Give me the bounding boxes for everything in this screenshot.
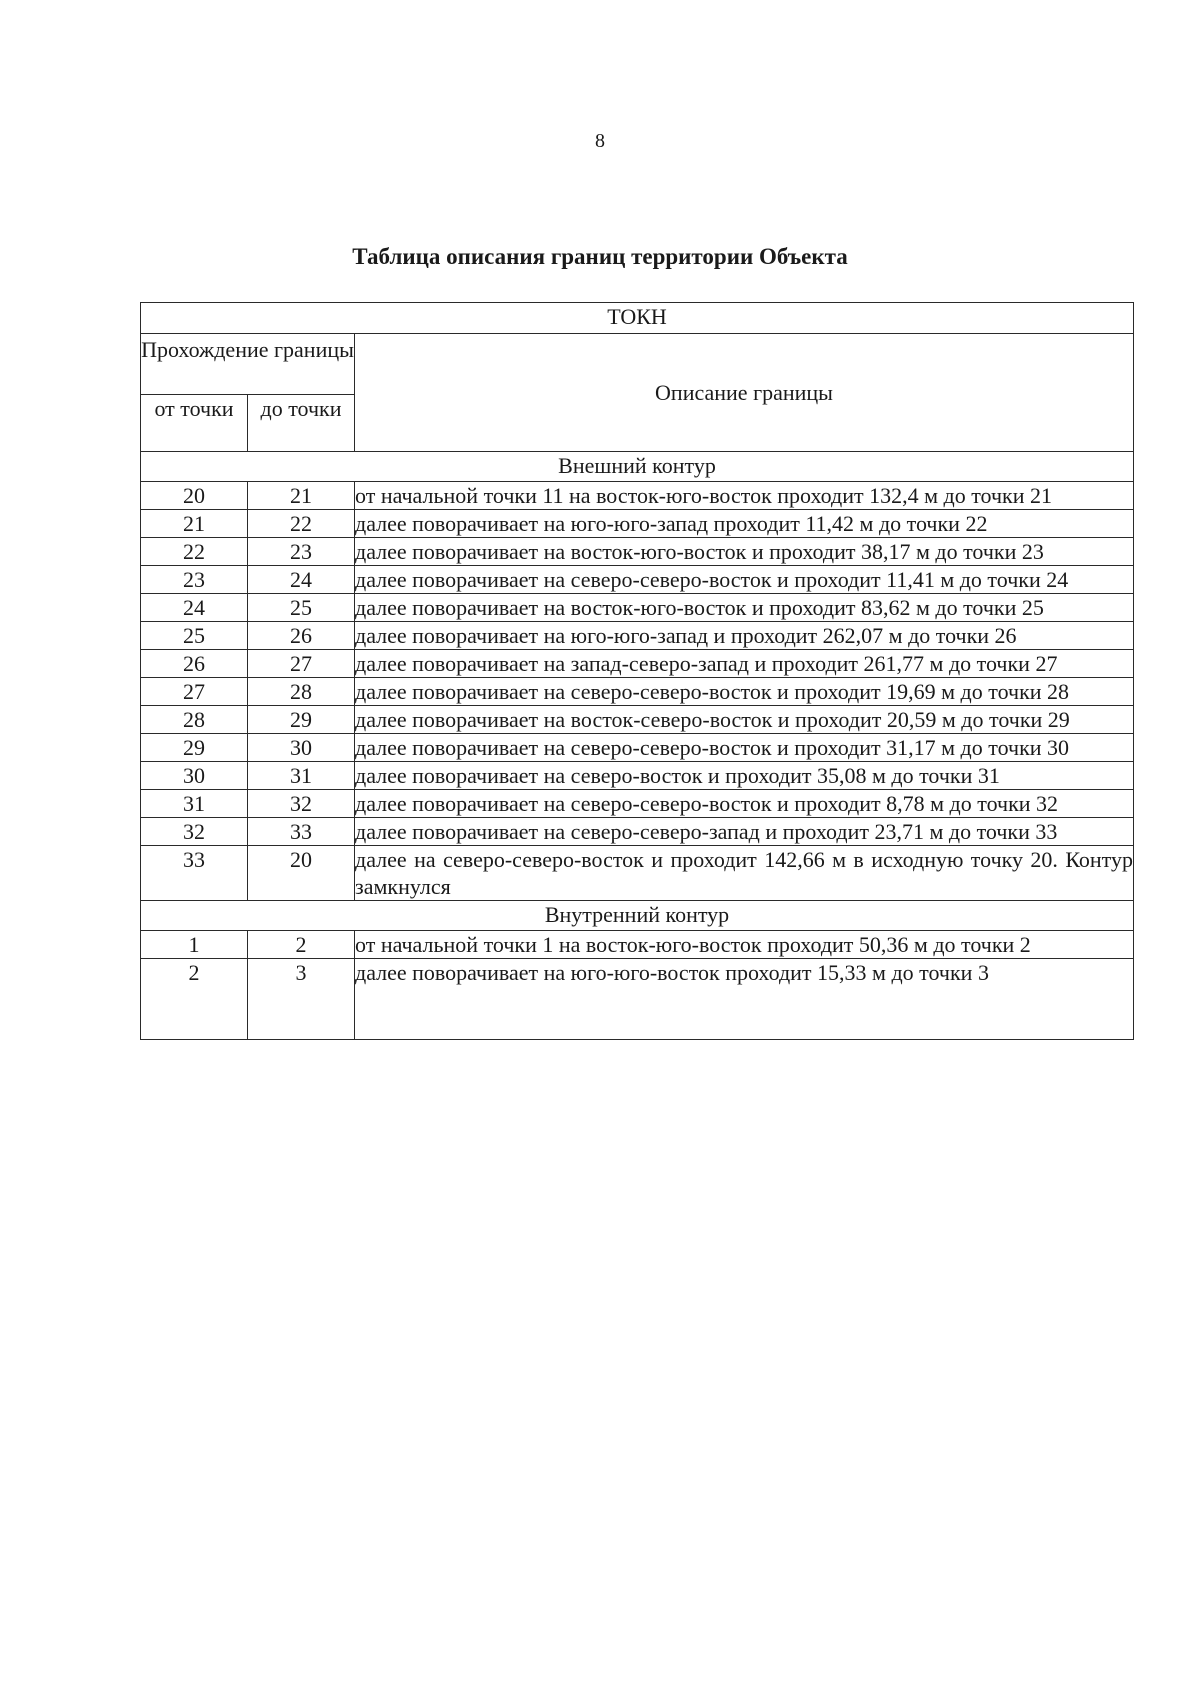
page-number: 8 <box>595 130 605 152</box>
description-cell: далее поворачивает на северо-северо-восток и проходит 19,69 м до точки 28 <box>355 678 1134 706</box>
header-description: Описание границы <box>355 334 1134 452</box>
description-cell: далее поворачивает на восток-юго-восток и проходит 83,62 м до точки 25 <box>355 594 1134 622</box>
description-cell: от начальной точки 11 на восток-юго-восток проходит 132,4 м до точки 21 <box>355 482 1134 510</box>
table-row <box>141 762 1134 790</box>
table-row <box>141 734 1134 762</box>
to-point-cell: 23 <box>248 538 355 566</box>
from-point-cell: 21 <box>141 510 248 538</box>
header-passage: Прохождение границы <box>141 334 355 395</box>
table-row <box>141 818 1134 846</box>
from-point-cell: 33 <box>141 846 248 901</box>
to-point-cell: 33 <box>248 818 355 846</box>
description-cell: далее на северо-северо-восток и проходит 142,66 м в исходную точку 20. Контур замкнулся <box>355 847 1133 899</box>
table-row <box>141 482 1134 510</box>
table-caption: ТОКН <box>141 303 1134 334</box>
table-row <box>141 959 1134 1040</box>
description-cell: далее поворачивает на юго-юго-запад проходит 11,42 м до точки 22 <box>355 510 1134 538</box>
from-point-cell: 24 <box>141 594 248 622</box>
from-point-cell: 29 <box>141 734 248 762</box>
to-point-cell: 28 <box>248 678 355 706</box>
from-point-cell: 1 <box>141 931 248 959</box>
table-row <box>141 538 1134 566</box>
table-row <box>141 790 1134 818</box>
to-point-cell: 29 <box>248 706 355 734</box>
table-row <box>141 650 1134 678</box>
to-point-cell: 30 <box>248 734 355 762</box>
description-cell: далее поворачивает на северо-северо-восток и проходит 8,78 м до точки 32 <box>355 790 1134 818</box>
table-row <box>141 931 1134 959</box>
from-point-cell: 30 <box>141 762 248 790</box>
to-point-cell: 22 <box>248 510 355 538</box>
header-from-point: от точки <box>141 395 248 452</box>
to-point-cell: 24 <box>248 566 355 594</box>
description-cell: далее поворачивает на северо-восток и проходит 35,08 м до точки 31 <box>355 762 1134 790</box>
description-cell: далее поворачивает на восток-северо-восток и проходит 20,59 м до точки 29 <box>355 706 1134 734</box>
table-row <box>141 566 1134 594</box>
description-cell: далее поворачивает на северо-северо-восток и проходит 11,41 м до точки 24 <box>355 566 1134 594</box>
table-row <box>141 594 1134 622</box>
description-cell: от начальной точки 1 на восток-юго-восток проходит 50,36 м до точки 2 <box>355 931 1134 959</box>
from-point-cell: 27 <box>141 678 248 706</box>
description-cell: далее поворачивает на запад-северо-запад и проходит 261,77 м до точки 27 <box>355 650 1134 678</box>
from-point-cell: 23 <box>141 566 248 594</box>
description-cell: далее поворачивает на восток-юго-восток и проходит 38,17 м до точки 23 <box>355 538 1134 566</box>
boundary-table <box>140 302 1134 1040</box>
to-point-cell: 20 <box>248 846 355 901</box>
to-point-cell: 27 <box>248 650 355 678</box>
from-point-cell: 26 <box>141 650 248 678</box>
document-title: Таблица описания границ территории Объекта <box>352 244 848 269</box>
from-point-cell: 2 <box>141 959 248 1040</box>
to-point-cell: 3 <box>248 959 355 1040</box>
from-point-cell: 32 <box>141 818 248 846</box>
from-point-cell: 20 <box>141 482 248 510</box>
from-point-cell: 22 <box>141 538 248 566</box>
header-to-point: до точки <box>248 395 355 452</box>
from-point-cell: 31 <box>141 790 248 818</box>
section-title: Внутренний контур <box>141 901 1134 931</box>
from-point-cell: 25 <box>141 622 248 650</box>
description-cell: далее поворачивает на юго-юго-запад и проходит 262,07 м до точки 26 <box>355 622 1134 650</box>
description-cell: далее поворачивает на северо-северо-запад и проходит 23,71 м до точки 33 <box>355 818 1134 846</box>
section-title: Внешний контур <box>141 452 1134 482</box>
to-point-cell: 25 <box>248 594 355 622</box>
description-cell: далее поворачивает на юго-юго-восток проходит 15,33 м до точки 3 <box>355 959 1134 1040</box>
to-point-cell: 21 <box>248 482 355 510</box>
table-row <box>141 510 1134 538</box>
table-row <box>141 706 1134 734</box>
table-row <box>141 846 1134 901</box>
to-point-cell: 31 <box>248 762 355 790</box>
from-point-cell: 28 <box>141 706 248 734</box>
table-row <box>141 678 1134 706</box>
to-point-cell: 26 <box>248 622 355 650</box>
to-point-cell: 32 <box>248 790 355 818</box>
to-point-cell: 2 <box>248 931 355 959</box>
table-row <box>141 622 1134 650</box>
description-cell: далее поворачивает на северо-северо-восток и проходит 31,17 м до точки 30 <box>355 734 1134 762</box>
